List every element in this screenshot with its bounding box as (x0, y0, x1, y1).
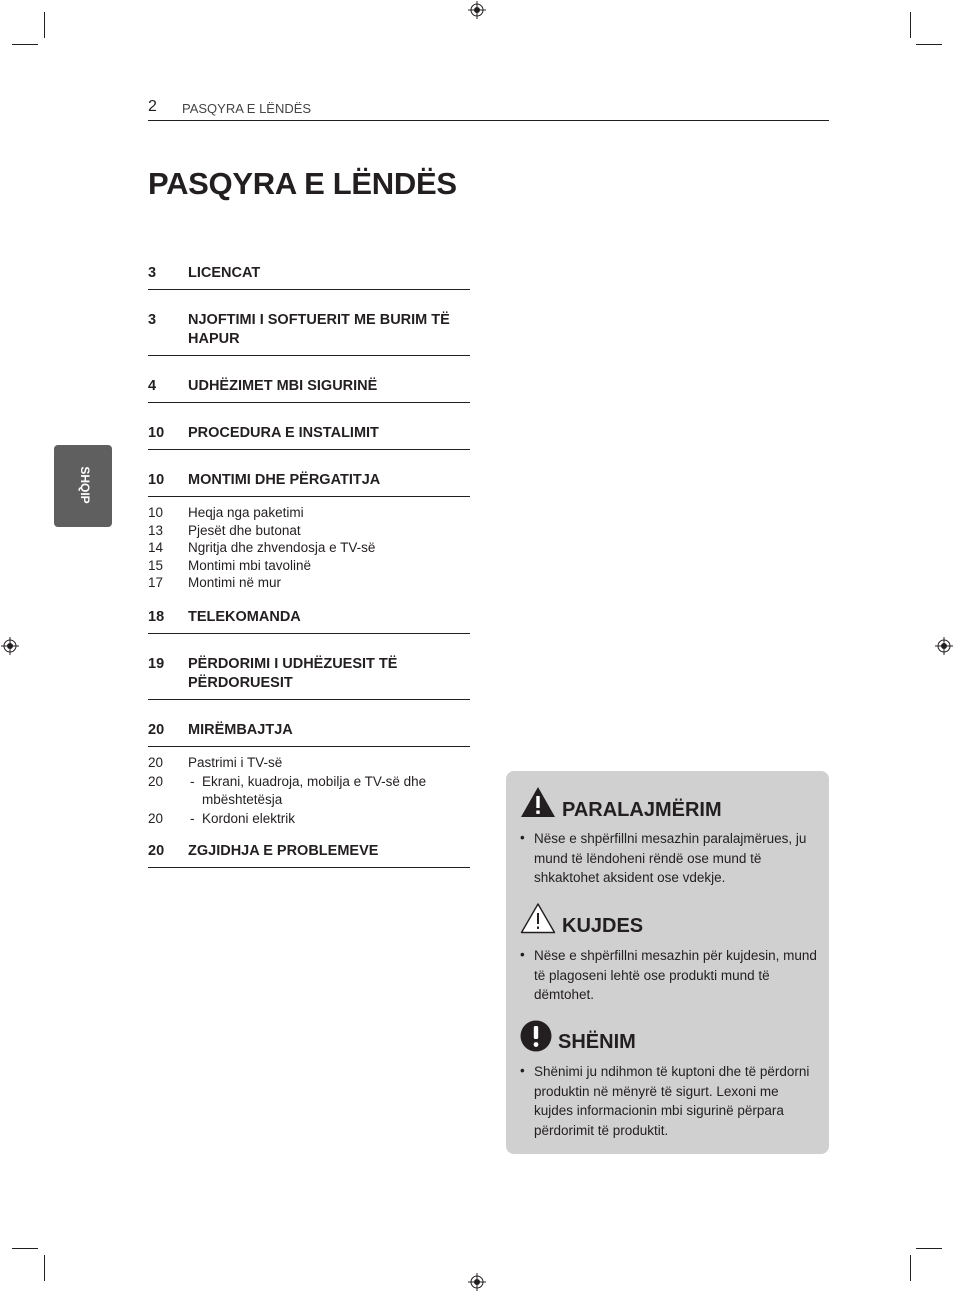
toc-page-number: 19 (148, 655, 165, 672)
toc-subentry-title: Montimi mbi tavolinë (188, 557, 312, 573)
toc-page-number: 20 (148, 811, 164, 826)
toc-subentry-title: Ekrani, kuadroja, mobilja e TV-së dhe mbështetësja (202, 774, 427, 807)
bullet: • (520, 830, 525, 845)
warning-heading: PARALAJMËRIM (562, 799, 722, 821)
note-text: Shënimi ju ndihmon të kuptoni dhe të përdorni produktin në mënyrë të sigurt. Lexoni me kujdes informacionin mbi sigurinë përpara përdorimit të produktit. (534, 1064, 810, 1138)
toc-entry-siguria[interactable] (148, 377, 470, 403)
note-heading: SHËNIM (558, 1031, 636, 1053)
toc-subentry[interactable] (148, 574, 470, 592)
toc-subentry[interactable] (148, 773, 470, 808)
caution-heading: KUJDES (562, 915, 644, 937)
caution-text: Nëse e shpërfillni mesazhin për kujdesin, mund të plagoseni lehtë ose produkti mund të dëmtohet. (534, 948, 817, 1002)
registration-mark-icon (468, 1273, 486, 1291)
toc-subsection-list (148, 504, 470, 592)
page-number: 2 (148, 98, 157, 115)
toc-entry-problemet[interactable] (148, 842, 470, 868)
toc-entry-perdorimi[interactable] (148, 655, 470, 700)
toc-subentry[interactable] (148, 539, 470, 557)
toc-subsection-list (148, 754, 470, 828)
crop-mark (44, 12, 45, 38)
exclamation-circle-icon (520, 1020, 552, 1052)
toc-page-number: 18 (148, 608, 165, 625)
crop-mark (910, 12, 911, 38)
toc-subentry-title: Heqja nga paketimi (188, 505, 304, 520)
registration-mark-icon (935, 637, 953, 655)
toc-subentry-title: Pjesët dhe butonat (188, 522, 301, 538)
page-title: PASQYRA E LËNDËS (148, 166, 457, 201)
toc-subentry-title: Ngritja dhe zhvendosja e TV-së (188, 540, 376, 555)
toc-entry-telekomanda[interactable] (148, 608, 470, 634)
language-tab-label: SHQIP (78, 466, 92, 504)
warning-triangle-filled-icon (520, 786, 556, 818)
toc-entry-licencat[interactable] (148, 264, 470, 290)
toc-subentry[interactable] (148, 504, 470, 522)
toc-entry-title: TELEKOMANDA (188, 608, 301, 625)
crop-mark (12, 44, 38, 45)
toc-page-number: 10 (148, 505, 164, 520)
registration-mark-icon (468, 1, 486, 19)
toc-subentry[interactable] (148, 810, 470, 828)
toc-page-number: 20 (148, 754, 164, 770)
toc-entry-njoftimi[interactable] (148, 311, 470, 356)
table-of-contents (148, 264, 470, 889)
toc-page-number: 17 (148, 575, 164, 590)
toc-subentry[interactable] (148, 754, 470, 772)
toc-entry-mirembajtja[interactable] (148, 721, 470, 747)
toc-entry-title: MIRËMBAJTJA (188, 721, 293, 738)
toc-subentry[interactable] (148, 522, 470, 540)
crop-mark (910, 1255, 911, 1281)
toc-page-number: 14 (148, 540, 164, 555)
toc-subentry[interactable] (148, 557, 470, 575)
toc-entry-title: UDHËZIMET MBI SIGURINË (188, 378, 378, 394)
toc-page-number: 3 (148, 265, 157, 281)
toc-page-number: 13 (148, 522, 164, 538)
safety-notes-box (506, 771, 829, 1154)
toc-entry-title: PËRDORIMI I UDHËZUESIT TË PËRDORUESIT (188, 655, 398, 691)
toc-entry-title: NJOFTIMI I SOFTUERIT ME BURIM TË HAPUR (188, 312, 450, 347)
registration-mark-icon (1, 637, 19, 655)
toc-page-number: 10 (148, 425, 165, 441)
crop-mark (916, 44, 942, 45)
toc-page-number: 3 (148, 312, 157, 328)
toc-entry-title: LICENCAT (188, 265, 261, 281)
toc-entry-title: PROCEDURA E INSTALIMIT (188, 425, 379, 441)
crop-mark (12, 1248, 38, 1249)
language-tab (54, 445, 112, 527)
toc-page-number: 20 (148, 842, 165, 859)
toc-dash: - (190, 774, 195, 789)
toc-page-number: 20 (148, 721, 165, 738)
toc-entry-procedura[interactable] (148, 424, 470, 450)
toc-dash: - (190, 811, 195, 826)
toc-entry-montimi[interactable] (148, 471, 470, 497)
toc-subentry-title: Montimi në mur (188, 575, 282, 590)
toc-page-number: 10 (148, 472, 165, 488)
header-section-title: PASQYRA E LËNDËS (182, 101, 312, 116)
caution-triangle-outline-icon (520, 902, 556, 934)
running-header (148, 98, 829, 121)
toc-entry-title: ZGJIDHJA E PROBLEMEVE (188, 842, 379, 859)
bullet: • (520, 1063, 525, 1078)
crop-mark (916, 1248, 942, 1249)
bullet: • (520, 947, 525, 962)
warning-text: Nëse e shpërfillni mesazhin paralajmërues, ju mund të lëndoheni rëndë ose mund të shkaktohet aksident ose vdekje. (534, 831, 807, 885)
toc-subentry-title: Pastrimi i TV-së (188, 754, 283, 770)
toc-page-number: 4 (148, 378, 157, 394)
crop-mark (44, 1255, 45, 1281)
toc-subentry-title: Kordoni elektrik (202, 811, 296, 826)
toc-page-number: 15 (148, 557, 164, 573)
toc-page-number: 20 (148, 774, 164, 789)
toc-entry-title: MONTIMI DHE PËRGATITJA (188, 472, 381, 488)
